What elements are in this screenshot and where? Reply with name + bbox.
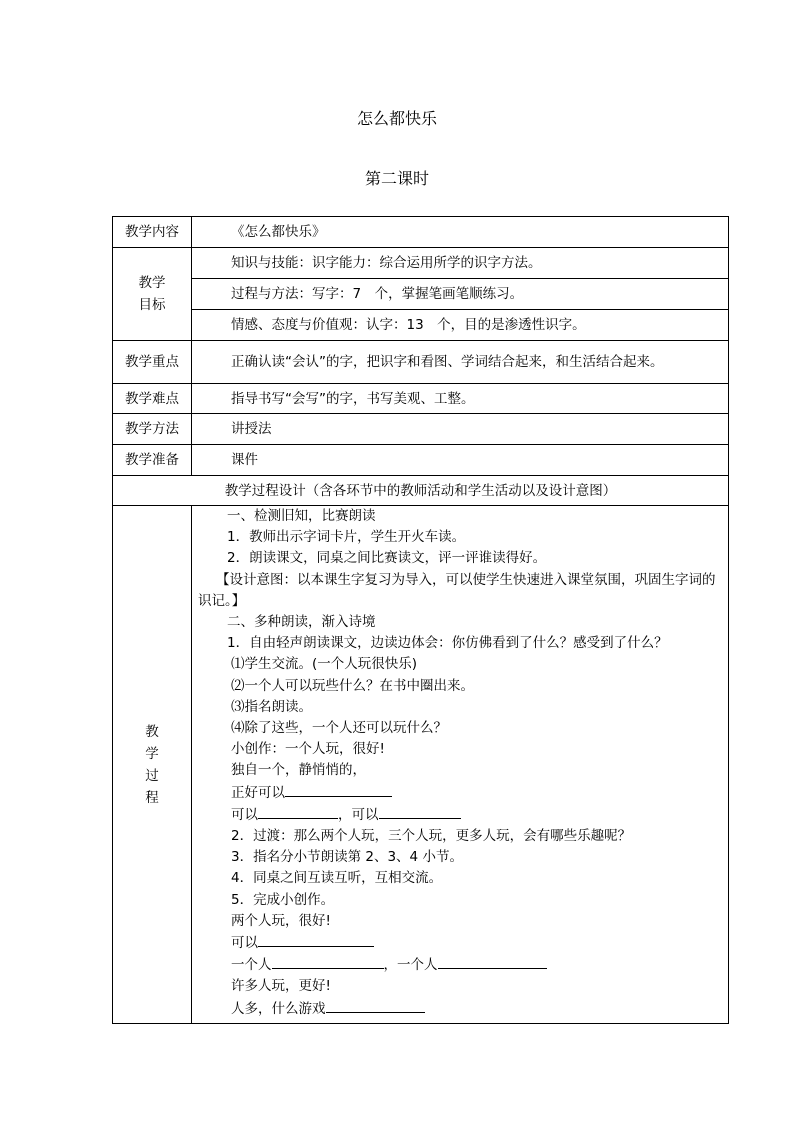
process-content [192, 506, 729, 1024]
fill-blank[interactable] [438, 954, 547, 969]
process-line: 2．过渡：那么两个人玩，三个人玩，更多人玩，会有哪些乐趣呢？ [231, 828, 632, 845]
fill-blank[interactable] [379, 804, 461, 819]
process-line: 1．教师出示字词卡片，学生开火车读。 [227, 529, 466, 546]
goal-knowledge: 知识与技能：识字能力：综合运用所学的识字方法。 [192, 248, 729, 279]
value-content: 《怎么都快乐》 [192, 217, 729, 248]
label-process [113, 506, 192, 1024]
value-difficulties: 指导书写“会写”的字，书写美观、工整。 [192, 384, 729, 414]
poem-text: ，可以 [338, 806, 379, 823]
poem-text: 一个人 [231, 957, 272, 974]
poem-fill-line [198, 954, 722, 976]
process-line: ⑶指名朗读。 [231, 698, 312, 715]
process-line: 2．朗读课文，同桌之间比赛读文，评一评谁读得好。 [227, 550, 547, 567]
fill-blank[interactable] [326, 998, 425, 1013]
row-goal-2 [113, 279, 729, 310]
row-goal-1 [113, 248, 729, 279]
process-line: 1．自由轻声朗读课文，边读边体会：你仿佛看到了什么？感受到了什么？ [227, 635, 668, 652]
process-line: 3．指名分小节朗读第 2、3、4 小节。 [231, 849, 463, 866]
row-methods [113, 414, 729, 445]
label-process-char-1: 教 [145, 723, 159, 740]
label-methods: 教学方法 [113, 414, 192, 445]
label-process-char-3: 过 [145, 767, 159, 784]
poem-text: 可以 [231, 806, 258, 823]
process-line: ⑵一个人可以玩些什么？在书中圈出来。 [231, 677, 474, 694]
label-preparation: 教学准备 [113, 445, 192, 476]
row-content [113, 217, 729, 248]
row-process [113, 506, 729, 1024]
goal-emotion: 情感、态度与价值观：认字：13 个，目的是渗透性识字。 [192, 310, 729, 341]
fill-blank[interactable] [285, 782, 392, 797]
value-methods: 讲授法 [192, 414, 729, 445]
fill-blank[interactable] [272, 954, 384, 969]
lesson-plan-table [112, 216, 729, 1024]
goal-process: 过程与方法：写字：7 个，掌握笔画笔顺练习。 [192, 279, 729, 310]
value-key-points: 正确认读“会认”的字，把识字和看图、学词结合起来，和生活结合起来。 [192, 341, 729, 384]
process-section-2-heading: 二、多种朗读，渐入诗境 [227, 614, 376, 631]
poem-line: 许多人玩，更好! [231, 978, 331, 995]
poem-text: ，一个人 [383, 957, 438, 974]
row-goal-3 [113, 310, 729, 341]
row-design-header [113, 476, 729, 506]
fill-blank[interactable] [258, 804, 338, 819]
label-key-points: 教学重点 [113, 341, 192, 384]
document-title: 怎么都快乐 [356, 109, 437, 128]
label-content: 教学内容 [113, 217, 192, 248]
label-process-char-2: 学 [145, 745, 159, 762]
process-line: 4．同桌之间互读互听，互相交流。 [231, 870, 443, 887]
poem-line: 两个人玩，很好! [231, 912, 331, 929]
label-goals-line-1: 教学 [138, 275, 166, 291]
label-process-char-4: 程 [145, 789, 159, 806]
poem-text: 人多，什么游戏 [231, 1000, 326, 1017]
process-section-1-heading: 一、检测旧知，比赛朗读 [227, 508, 376, 524]
label-goals [113, 248, 192, 341]
value-preparation: 课件 [192, 445, 729, 476]
poem-line: 独自一个，静悄悄的， [231, 762, 366, 779]
process-line: 5．完成小创作。 [231, 891, 335, 908]
row-difficulties [113, 384, 729, 414]
label-goals-line-2: 目标 [138, 297, 166, 313]
poem-fill-line [198, 932, 722, 954]
process-line: ⑷除了这些，一个人还可以玩什么？ [231, 720, 447, 737]
label-difficulties: 教学难点 [113, 384, 192, 414]
poem-fill-line [198, 998, 722, 1020]
row-preparation [113, 445, 729, 476]
creation-prompt: 小创作：一个人玩，很好! [231, 741, 385, 758]
process-line: ⑴学生交流。(一个人玩很快乐) [231, 656, 418, 673]
poem-fill-line [198, 804, 722, 826]
poem-fill-line [198, 782, 722, 804]
poem-text: 正好可以 [231, 784, 285, 801]
lesson-period: 第二课时 [364, 169, 429, 188]
design-intent-note: 【设计意图：以本课生字复习为导入，可以使学生快速进入课堂氛围，巩固生字词的识记。】 [198, 571, 716, 609]
design-header: 教学过程设计（含各环节中的教师活动和学生活动以及设计意图） [113, 476, 729, 506]
fill-blank[interactable] [258, 932, 374, 947]
poem-text: 可以 [231, 935, 258, 952]
row-key-points [113, 341, 729, 384]
